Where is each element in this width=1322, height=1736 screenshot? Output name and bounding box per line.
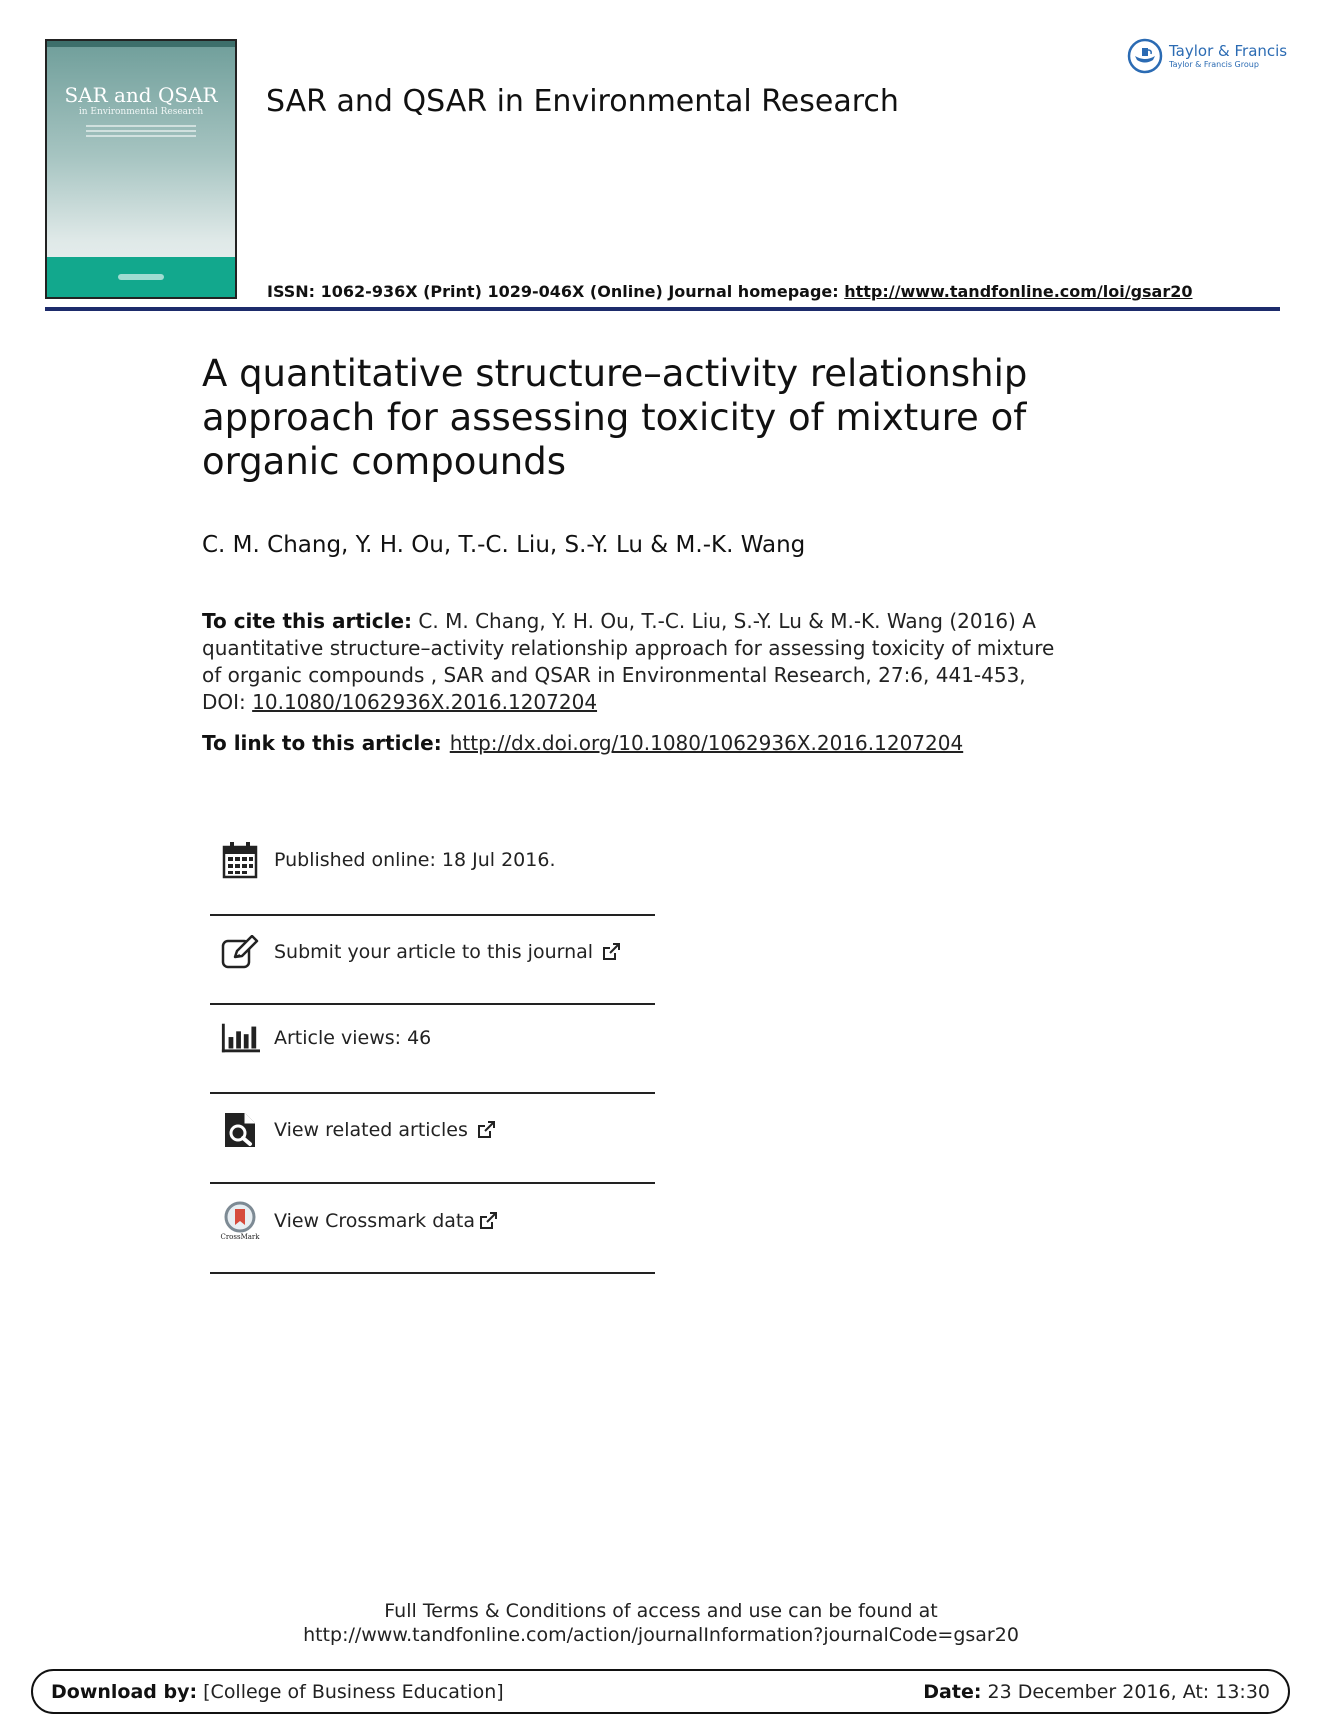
header-divider [45, 307, 1280, 311]
cover-title: SAR and QSAR [64, 83, 218, 107]
terms-url[interactable]: http://www.tandfonline.com/action/journalInformation?journalCode=gsar20 [303, 1624, 1019, 1646]
article-doi-url[interactable]: http://dx.doi.org/10.1080/1062936X.2016.1207204 [449, 731, 964, 755]
submit-article-row[interactable] [210, 932, 655, 972]
info-divider [210, 1003, 655, 1005]
download-date [923, 1681, 1270, 1703]
document-search-icon [220, 1110, 260, 1150]
publisher-group: Taylor & Francis Group [1169, 60, 1259, 69]
calendar-icon [220, 840, 260, 880]
crossmark-link[interactable]: View Crossmark data [274, 1210, 476, 1232]
cover-subtitle: in Environmental Research [78, 107, 204, 117]
download-date-label: Date: [923, 1680, 982, 1703]
terms-and-conditions [0, 1599, 1322, 1647]
citation-doi-link[interactable]: 10.1080/1062936X.2016.1207204 [252, 690, 598, 714]
crossmark-icon [220, 1201, 260, 1241]
cover-top-strip [47, 41, 235, 47]
publisher-logo-icon [1127, 38, 1163, 78]
citation-label: To cite this article: [202, 609, 413, 633]
info-divider [210, 914, 655, 916]
bar-chart-icon [220, 1018, 260, 1058]
article-link-label: To link to this article: [202, 731, 442, 755]
article-title: A quantitative structure–activity relationship approach for assessing toxicity of mixture of organic compounds [202, 352, 1028, 483]
external-link-icon [476, 1120, 496, 1140]
publisher-name: Taylor & Francis [1169, 42, 1288, 60]
terms-line-1: Full Terms & Conditions of access and use can be found at [384, 1600, 938, 1622]
related-articles-link[interactable]: View related articles [274, 1119, 468, 1141]
published-online-row [210, 840, 655, 880]
article-link-line [202, 731, 963, 755]
cover-publisher-band [47, 257, 235, 297]
info-divider [210, 1272, 655, 1274]
article-views-text: Article views: 46 [274, 1027, 432, 1049]
cover-publisher-logo [118, 274, 164, 280]
edit-icon [220, 932, 260, 972]
article-authors: C. M. Chang, Y. H. Ou, T.-C. Liu, S.-Y. Lu & M.-K. Wang [202, 532, 806, 558]
download-info-box [31, 1669, 1290, 1714]
citation-text: C. M. Chang, Y. H. Ou, T.-C. Liu, S.-Y. Lu & M.-K. Wang (2016) A quantitative structure–activity relationship approach for assessing toxicity of mixture of organic compounds , SAR and QSAR in Environmental Research, 27:6, 441-453, DOI: [202, 609, 1055, 714]
journal-title: SAR and QSAR in Environmental Research [266, 84, 899, 119]
article-views-row [210, 1018, 655, 1058]
related-articles-row[interactable] [210, 1110, 655, 1150]
issn-line [267, 282, 1193, 301]
journal-homepage-link[interactable]: http://www.tandfonline.com/loi/gsar20 [844, 282, 1193, 301]
external-link-icon [601, 942, 621, 962]
crossmark-logo-text: CrossMark [220, 1233, 260, 1241]
info-divider [210, 1182, 655, 1184]
download-date-value: 23 December 2016, At: 13:30 [981, 1680, 1270, 1703]
crossmark-row[interactable] [210, 1199, 655, 1243]
submit-article-link[interactable]: Submit your article to this journal [274, 941, 594, 963]
journal-cover-image [45, 39, 237, 299]
external-link-icon [478, 1211, 498, 1231]
info-divider [210, 1092, 655, 1094]
citation-block [202, 608, 1062, 716]
publisher-logo [1127, 38, 1287, 78]
published-online-text: Published online: 18 Jul 2016. [274, 849, 556, 871]
download-by-label: Download by: [51, 1680, 198, 1703]
download-by-value: [College of Business Education] [197, 1680, 504, 1703]
cover-editor-lines [76, 125, 206, 137]
download-by [51, 1681, 504, 1703]
issn-text: ISSN: 1062-936X (Print) 1029-046X (Online) Journal homepage: [267, 282, 845, 301]
